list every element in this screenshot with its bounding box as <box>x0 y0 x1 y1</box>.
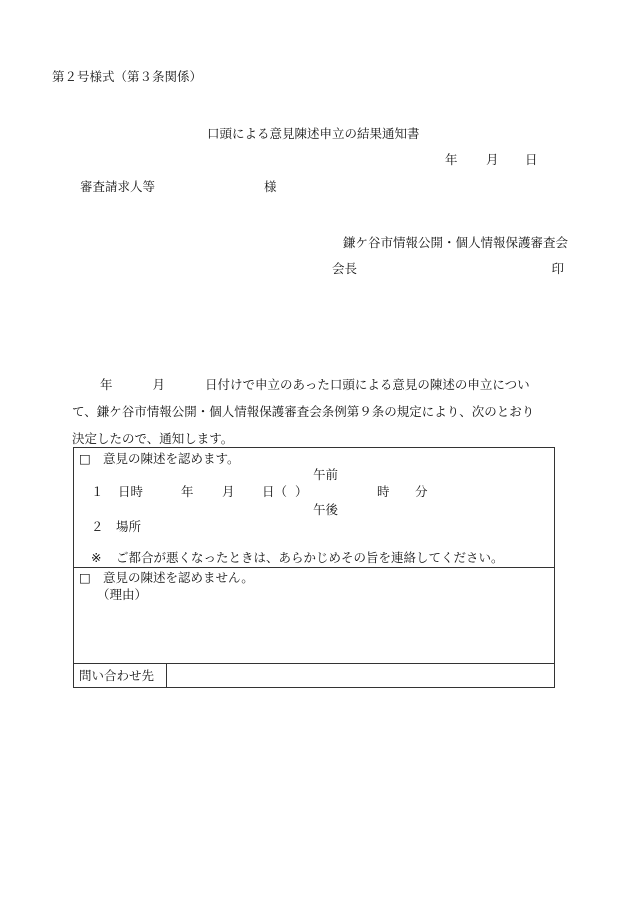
seal-mark: 印 <box>551 261 564 276</box>
contact-column-divider <box>166 663 167 687</box>
place-number: ２ <box>91 519 104 534</box>
note-text: ご都合が悪くなったときは、あらかじめその旨を連絡してください。 <box>116 550 504 565</box>
decision-form-table <box>73 447 555 688</box>
place-label: 場所 <box>116 519 142 534</box>
form-number: 第２号様式（第３条関係） <box>52 69 203 84</box>
datetime-day: 日（ <box>262 484 288 499</box>
body-month: 月 <box>152 377 166 392</box>
note-mark: ※ <box>91 550 102 565</box>
pm-label: 午後 <box>313 502 339 517</box>
body-text-1: 日付けで申立のあった口頭による意見の陳述の申立につい <box>205 377 530 392</box>
am-label: 午前 <box>313 467 339 482</box>
datetime-minute: 分 <box>415 484 428 499</box>
sender-organization: 鎌ケ谷市情報公開・個人情報保護審査会 <box>342 235 568 250</box>
contact-label: 問い合わせ先 <box>79 668 155 683</box>
body-text-3: 決定したので、通知します。 <box>72 431 234 446</box>
date-day-label: 日 <box>525 152 538 167</box>
notice-line-1 <box>72 371 562 398</box>
datetime-number: １ <box>91 484 104 499</box>
datetime-label: 日時 <box>118 484 144 499</box>
body-text-2: て、鎌ケ谷市情報公開・個人情報保護審査会条例第９条の規定により、次のとおり <box>72 404 535 419</box>
contact-divider <box>74 663 554 664</box>
reason-label: （理由） <box>97 587 148 602</box>
approve-label: 意見の陳述を認めます。 <box>103 451 240 466</box>
reject-label: 意見の陳述を認めません。 <box>103 570 254 585</box>
datetime-month: 月 <box>222 484 235 499</box>
datetime-paren-close: ） <box>295 484 308 499</box>
sender-title: 会長 <box>332 261 358 276</box>
body-year: 年 <box>100 377 113 392</box>
section-divider <box>74 567 554 568</box>
datetime-hour: 時 <box>377 484 390 499</box>
reject-checkbox[interactable]: □ <box>79 570 91 585</box>
date-month-label: 月 <box>486 152 499 167</box>
document-title: 口頭による意見陳述申立の結果通知書 <box>207 126 420 141</box>
approve-checkbox[interactable]: □ <box>79 451 91 466</box>
addressee-label: 審査請求人等 <box>80 179 156 194</box>
notice-body <box>72 371 562 452</box>
datetime-year: 年 <box>181 484 194 499</box>
date-year-label: 年 <box>445 152 458 167</box>
addressee-honorific: 様 <box>264 179 277 194</box>
